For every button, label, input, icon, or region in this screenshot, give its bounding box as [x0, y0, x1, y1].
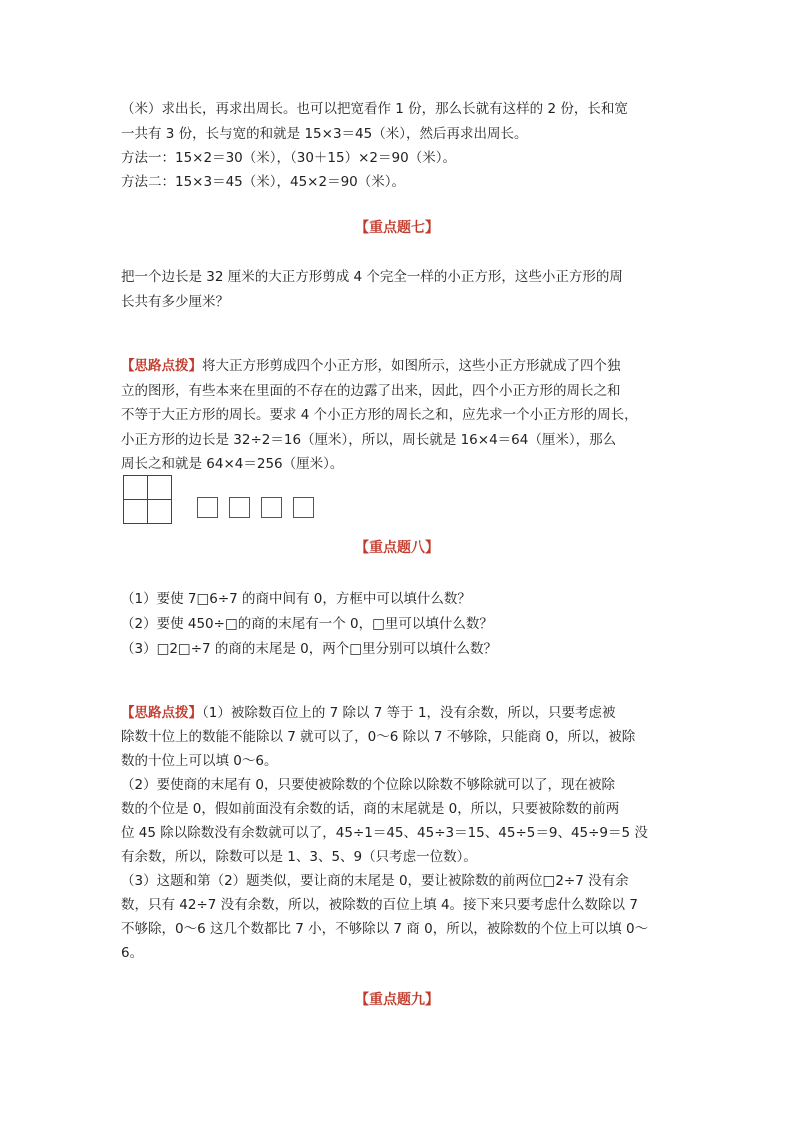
hint-7-line-1 [121, 354, 681, 379]
hint-7-line-4: 小正方形的边长是 32÷2＝16（厘米），所以，周长就是 16×4＝64（厘米），那么 [121, 432, 617, 448]
question-8-1: （1）要使 7□6÷7 的商中间有 0，方框中可以填什么数？ [121, 591, 471, 607]
hint-8-line-1 [121, 701, 681, 726]
small-square [293, 497, 314, 518]
method-one: 方法一：15×2＝30（米），（30＋15）×2＝90（米）。 [121, 150, 456, 166]
hint-7-line-2: 立的图形，有些本来在里面的不存在的边露了出来，因此，四个小正方形的周长之和 [121, 383, 621, 399]
section-heading-7: 【重点题七】 [355, 220, 439, 236]
hint-7-text: 将大正方形剪成四个小正方形，如图所示，这些小正方形就成了四个独 [202, 358, 621, 374]
hint-8-line-9: 数，只有 42÷7 没有余数，所以，被除数的百位上填 4。接下来只要考虑什么数除以 7 [121, 897, 638, 913]
hint-8-line-6: 位 45 除以除数没有余数就可以了，45÷1＝45、45÷3＝15、45÷5＝9、45÷9＝5 没 [121, 825, 648, 841]
hint-8-line-10: 不够除，0～6 这几个数都比 7 小，不够除以 7 商 0，所以，被除数的个位上可以填 0～ [121, 921, 649, 937]
hint-8-line-8: （3）这题和第（2）题类似，要让商的末尾是 0，要让被除数的前两位□2÷7 没有余 [121, 873, 629, 889]
intro-line-1: （米）求出长，再求出周长。也可以把宽看作 1 份，那么长就有这样的 2 份，长和宽 [121, 101, 628, 117]
hint-8-line-11: 6。 [121, 945, 144, 961]
hint-7-line-5: 周长之和就是 64×4＝256（厘米）。 [121, 456, 344, 472]
section-heading-9: 【重点题九】 [355, 992, 439, 1008]
hint-8-line-7: 有余数，所以，除数可以是 1、3、5、9（只考虑一位数）。 [121, 849, 477, 865]
question-7-line-1: 把一个边长是 32 厘米的大正方形剪成 4 个完全一样的小正方形，这些小正方形的周 [121, 269, 623, 285]
small-square [261, 497, 282, 518]
intro-line-2: 一共有 3 份，长与宽的和就是 15×3＝45（米），然后再求出周长。 [121, 126, 528, 142]
hint-8-line-3: 数的十位上可以填 0～6。 [121, 753, 278, 769]
hint-8-line-5: 数的个位是 0，假如前面没有余数的话，商的末尾就是 0，所以，只要被除数的前两 [121, 801, 620, 817]
question-8-2: （2）要使 450÷□的商的末尾有一个 0，□里可以填什么数？ [121, 616, 493, 632]
question-7-line-2: 长共有多少厘米？ [121, 294, 229, 310]
question-8-3: （3）□2□÷7 的商的末尾是 0，两个□里分别可以填什么数？ [121, 641, 498, 657]
small-square [197, 497, 218, 518]
section-heading-8: 【重点题八】 [355, 540, 439, 556]
small-square [229, 497, 250, 518]
hint-7-line-3: 不等于大正方形的周长。要求 4 个小正方形的周长之和，应先求一个小正方形的周长， [121, 407, 638, 423]
hint-8-line-2: 除数十位上的数能不能除以 7 就可以了，0～6 除以 7 不够除，只能商 0，所以，被除 [121, 729, 636, 745]
hint-tag: 【思路点拨】 [121, 705, 202, 721]
method-two: 方法二：15×3＝45（米），45×2＝90（米）。 [121, 174, 406, 190]
hint-tag: 【思路点拨】 [121, 358, 202, 374]
big-square-figure [123, 475, 173, 525]
hint-8-line-4: （2）要使商的末尾有 0，只要使被除数的个位除以除数不够除就可以了，现在被除 [121, 777, 615, 793]
hint-8-text: （1）被除数百位上的 7 除以 7 等于 1，没有余数，所以，只要考虑被 [202, 705, 616, 721]
